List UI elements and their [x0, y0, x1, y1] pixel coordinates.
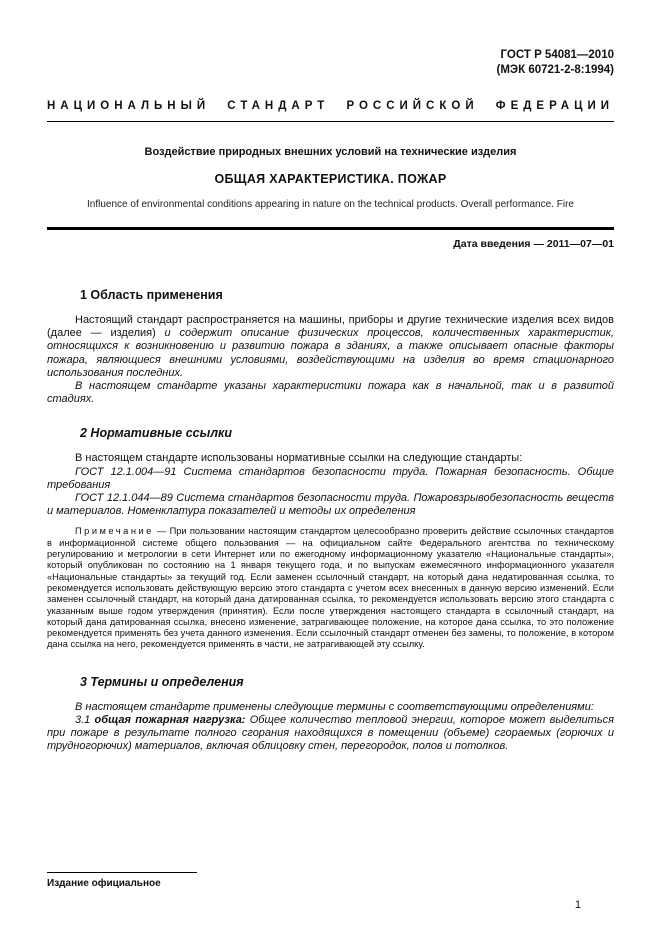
terms-intro-paragraph: В настоящем стандарте применены следующие термины с соответствующими определениями:: [75, 700, 594, 713]
section-3-heading: 3 Термины и определения: [80, 674, 244, 689]
scope-paragraph-1: [47, 314, 614, 380]
term-number: 3.1: [75, 713, 95, 726]
effective-date: Дата введения — 2011—07—01: [453, 238, 614, 250]
title-divider-rule: [47, 227, 614, 230]
scope-paragraph-1-lead: Настоящий стандарт распространяется на машины, приборы и другие технические изделия всех видов (далее — изделия): [47, 314, 614, 340]
reference-gost-12-1-044: ГОСТ 12.1.044—89 Система стандартов безопасности труда. Пожаровзрывобезопасность веществ и материалов. Номенклатура показателей и методы их определения: [47, 492, 614, 518]
page-footer: [47, 872, 614, 889]
document-code: [47, 48, 614, 78]
scope-paragraph-1-italic: и содержит описание физических процессов, количественных характеристик, относящихся к возникновению и развитию пожара в зданиях, а также описывает опасные факторы пожара, являющиеся внешними условиями, воздействующими на изделия во время стационарного использования последних.: [47, 327, 614, 379]
footer-rule: [47, 872, 197, 873]
doc-code-line1: ГОСТ Р 54081—2010: [500, 49, 614, 61]
note-label: Примечание: [75, 526, 154, 537]
section-2-heading: 2 Нормативные ссылки: [80, 426, 233, 441]
term-name: общая пожарная нагрузка:: [94, 713, 246, 726]
edition-note: Издание официальное: [47, 878, 161, 889]
refs-note: [47, 526, 614, 650]
document-subject: Воздействие природных внешних условий на технические изделия: [144, 146, 517, 158]
federation-banner: НАЦИОНАЛЬНЫЙ СТАНДАРТ РОССИЙСКОЙ ФЕДЕРАЦИИ: [47, 100, 614, 122]
document-title: ОБЩАЯ ХАРАКТЕРИСТИКА. ПОЖАР: [214, 172, 447, 186]
term-definition-3-1: [47, 714, 614, 754]
document-title-english: Influence of environmental conditions appearing in nature on the technical products. Overall performance. Fire: [87, 199, 574, 210]
page-number: 1: [574, 899, 581, 911]
section-1-heading: 1 Область применения: [80, 288, 223, 302]
term-definition-text: Общее количество тепловой энергии, которое может выделиться при пожаре в результате полного сгорания находящихся в помещении (объеме) сгораемых (горючих и трудногорючих) материалов, включая облицовку стен, перегородок, полов и потолков.: [47, 713, 614, 753]
refs-intro-paragraph: В настоящем стандарте использованы нормативные ссылки на следующие стандарты:: [75, 452, 523, 465]
note-text: — При пользовании настоящим стандартом целесообразно проверить действие ссылочных стандартов в информационной системе общего пользования — на официальном сайте Федерального агентства по техническому регулированию и метрологии в сети Интернет или по ежегодному информационному указателю «Национальные стандарты», который опубликован по состоянию на 1 января текущего года, и по выпускам ежемесячного информационного указателя «Национальные стандарты» за текущий год. Если заменен ссылочный стандарт, на который дана недатированная ссылка, то рекомендуется использовать действующую версию этого стандарта с учетом всех внесенных в данную версию изменений. Если заменен ссылочный стандарт, на который дана датированная ссылка, то рекомендуется использовать версию этого стандарта с указанным выше годом утверждения (принятия). Если после утверждения настоящего стандарта в ссылочный стандарт, на который дана датированная ссылка, внесено изменение, затрагивающее положение, на которое дана ссылка, то это положение рекомендуется применять без учета данного изменения. Если ссылочный стандарт отменен без замены, то положение, в котором дана ссылка на него, рекомендуется применять в части, не затрагивающей эту ссылку.: [47, 526, 614, 650]
reference-gost-12-1-004: ГОСТ 12.1.004—91 Система стандартов безопасности труда. Пожарная безопасность. Общие требования: [47, 465, 614, 491]
scope-paragraph-2: В настоящем стандарте указаны характеристики пожара как в начальной, так и в развитой стадиях.: [47, 380, 614, 406]
doc-code-line2: (МЭК 60721-2-8:1994): [496, 64, 614, 76]
